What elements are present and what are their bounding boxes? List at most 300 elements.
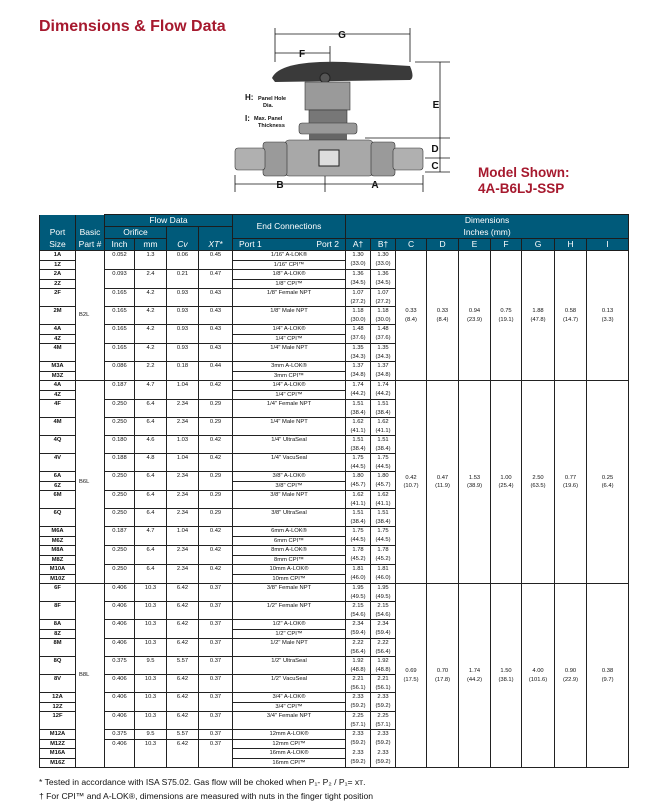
- flow-xt: 0.44: [199, 362, 233, 381]
- dim-mm: (38.1): [498, 676, 514, 683]
- port-size: M6Z: [40, 536, 76, 546]
- flow-mm: 4.2: [135, 325, 167, 344]
- dim-c: [396, 381, 427, 584]
- dim-b: (34.5): [371, 279, 396, 289]
- dim-inch: 0.13: [601, 308, 614, 314]
- port-size: 4Z: [40, 334, 76, 344]
- end-connection: 1/4" Male NPT: [233, 418, 346, 436]
- basic-part: B8L: [76, 584, 105, 768]
- end-connection: 1/4" CPI™: [233, 390, 346, 400]
- dim-mm: (9.7): [601, 676, 614, 683]
- end-connection: 1/4" UltraSeal: [233, 436, 346, 454]
- dim-a: 1.95: [346, 584, 371, 593]
- dim-mm: (6.4): [601, 483, 614, 489]
- port-size: 8Q: [40, 657, 76, 675]
- end-connection: 1/4" CPI™: [233, 334, 346, 344]
- port-size: 4A: [40, 325, 76, 335]
- port-size: 4A: [40, 381, 76, 391]
- dim-b: (34.3): [371, 353, 396, 362]
- dim-h: [555, 381, 587, 584]
- end-connection: 3/4" A-LOK®: [233, 693, 346, 703]
- dim-a: (33.0): [346, 260, 371, 270]
- end-connection: 3/8" UltraSeal: [233, 509, 346, 527]
- end-connection: 1/4" VacuSeal: [233, 454, 346, 472]
- dim-mm: (10.7): [403, 483, 419, 489]
- dim-d: [427, 584, 459, 768]
- end-connection: 8mm CPI™: [233, 555, 346, 565]
- header-blank: [199, 227, 233, 239]
- header-dim-h: H: [555, 239, 587, 251]
- dim-b: 2.25: [371, 712, 396, 721]
- port-size: 1A: [40, 251, 76, 261]
- port-size: 2A: [40, 270, 76, 280]
- port-size: 8Z: [40, 629, 76, 639]
- flow-inch: 0.093: [105, 270, 135, 289]
- footnotes: [39, 775, 373, 803]
- dim-a: (46.0): [346, 574, 371, 584]
- flow-cv: 6.42: [167, 739, 199, 768]
- flow-cv: 2.34: [167, 418, 199, 436]
- dim-f: [491, 584, 522, 768]
- dim-a: 1.62: [346, 418, 371, 427]
- dim-b: 1.75: [371, 454, 396, 463]
- dim-inch: 0.33: [405, 308, 417, 314]
- dim-b: 2.33: [371, 749, 396, 759]
- dim-a: (57.1): [346, 721, 371, 730]
- dim-b: 1.95: [371, 584, 396, 593]
- end-connection: 16mm A-LOK®: [233, 749, 346, 759]
- flow-xt: 0.42: [199, 381, 233, 400]
- flow-inch: 0.406: [105, 739, 135, 768]
- flow-xt: 0.43: [199, 289, 233, 307]
- end-connection: 10mm A-LOK®: [233, 565, 346, 575]
- dim-mm: (101.6): [528, 676, 548, 683]
- header-dim-e: E: [459, 239, 491, 251]
- port-size: 8F: [40, 602, 76, 620]
- dim-h: [555, 584, 587, 768]
- dimensions-flow-table: [39, 214, 629, 768]
- dim-b: 1.37: [371, 362, 396, 372]
- flow-inch: 0.188: [105, 454, 135, 472]
- header-inch: Inch: [105, 239, 135, 251]
- flow-mm: 10.3: [135, 620, 167, 639]
- h-note-key: H:: [245, 93, 254, 102]
- flow-cv: 0.18: [167, 362, 199, 381]
- flow-mm: 9.5: [135, 730, 167, 740]
- dim-inch: 0.75: [500, 308, 512, 314]
- dim-mm: (47.8): [530, 316, 546, 323]
- dim-inch: 0.70: [436, 668, 449, 674]
- dim-inch: 1.00: [500, 474, 512, 481]
- header-basic: Basic: [76, 227, 105, 239]
- table-row: [40, 251, 629, 261]
- dim-mm: (23.9): [466, 316, 483, 323]
- dim-b: 1.30: [371, 251, 396, 261]
- page-title: Dimensions & Flow Data: [39, 18, 226, 35]
- header-dim-f: F: [491, 239, 522, 251]
- port-size: 6Q: [40, 509, 76, 527]
- i-note-2: Thickness: [258, 123, 285, 129]
- dim-b: 1.51: [371, 400, 396, 409]
- dim-a: (34.5): [346, 279, 371, 289]
- dim-a: 1.80: [346, 472, 371, 482]
- flow-xt: 0.37: [199, 584, 233, 602]
- flow-xt: 0.42: [199, 436, 233, 454]
- dim-d: [427, 381, 459, 584]
- flow-cv: 6.42: [167, 584, 199, 602]
- basic-part: B6L: [76, 381, 105, 584]
- port-size: 6A: [40, 472, 76, 482]
- flow-cv: 2.34: [167, 472, 199, 491]
- dim-a: 1.75: [346, 527, 371, 537]
- dim-a: (27.2): [346, 298, 371, 307]
- h-note-2: Dia.: [263, 103, 274, 109]
- end-connection: 1/8" A-LOK®: [233, 270, 346, 280]
- dim-a: 1.18: [346, 307, 371, 316]
- dim-b: (59.4): [371, 629, 396, 639]
- port-size: M8Z: [40, 555, 76, 565]
- port-size: 4M: [40, 418, 76, 436]
- flow-cv: 2.34: [167, 491, 199, 509]
- flow-xt: 0.29: [199, 491, 233, 509]
- flow-mm: 2.4: [135, 270, 167, 289]
- end-connection: 1/16" CPI™: [233, 260, 346, 270]
- dim-a: 2.33: [346, 730, 371, 740]
- dim-inch: 0.69: [405, 668, 417, 674]
- flow-xt: 0.37: [199, 602, 233, 620]
- port-size: 8V: [40, 675, 76, 693]
- dim-mm: (38.9): [466, 483, 483, 489]
- dim-inch: 0.42: [405, 474, 417, 481]
- flow-cv: 2.34: [167, 565, 199, 584]
- dim-b: (37.6): [371, 334, 396, 344]
- dim-a: 1.30: [346, 251, 371, 261]
- dim-b: 1.18: [371, 307, 396, 316]
- flow-xt: 0.43: [199, 344, 233, 362]
- dim-b: 2.15: [371, 602, 396, 611]
- dim-a: (56.1): [346, 684, 371, 693]
- dim-i: [587, 251, 629, 381]
- end-connection: 16mm CPI™: [233, 758, 346, 768]
- dim-b: 1.07: [371, 289, 396, 298]
- dim-b: (34.8): [371, 371, 396, 381]
- port-size: 6Z: [40, 481, 76, 491]
- dim-a: (59.4): [346, 629, 371, 639]
- flow-inch: 0.187: [105, 381, 135, 400]
- dim-b: 1.48: [371, 325, 396, 335]
- flow-cv: 6.42: [167, 693, 199, 712]
- flow-cv: 1.03: [167, 436, 199, 454]
- dim-b: (59.2): [371, 702, 396, 712]
- dim-label-d: D: [431, 144, 439, 155]
- dim-b: (27.2): [371, 298, 396, 307]
- dim-h: [555, 251, 587, 381]
- dim-inch: 2.50: [532, 474, 544, 481]
- port-size: 4Q: [40, 436, 76, 454]
- port-size: 4V: [40, 454, 76, 472]
- model-shown: [478, 165, 570, 197]
- dim-a: (54.6): [346, 611, 371, 620]
- flow-xt: 0.43: [199, 325, 233, 344]
- dim-b: (38.4): [371, 409, 396, 418]
- end-connection: 10mm CPI™: [233, 574, 346, 584]
- flow-cv: 2.34: [167, 509, 199, 527]
- end-connection: 6mm CPI™: [233, 536, 346, 546]
- header-ports: [233, 239, 346, 251]
- dim-f: [491, 381, 522, 584]
- dim-a: (49.5): [346, 593, 371, 602]
- table-row: [40, 381, 629, 391]
- dim-a: (59.2): [346, 758, 371, 768]
- flow-cv: 0.21: [167, 270, 199, 289]
- flow-mm: 9.5: [135, 657, 167, 675]
- header-dim-b: B†: [371, 239, 396, 251]
- dim-b: (45.2): [371, 555, 396, 565]
- dim-i: [587, 584, 629, 768]
- dim-a: (56.4): [346, 648, 371, 657]
- flow-xt: 0.37: [199, 675, 233, 693]
- port-size: M3A: [40, 362, 76, 372]
- port-size: 8M: [40, 639, 76, 657]
- dim-b: (54.6): [371, 611, 396, 620]
- table-body: [40, 251, 629, 768]
- flow-xt: 0.29: [199, 418, 233, 436]
- flow-mm: 6.4: [135, 565, 167, 584]
- flow-mm: 6.4: [135, 546, 167, 565]
- end-connection: 1/8" CPI™: [233, 279, 346, 289]
- flow-xt: 0.42: [199, 565, 233, 584]
- dim-f: [491, 251, 522, 381]
- flow-xt: 0.42: [199, 546, 233, 565]
- header-part: Part #: [76, 239, 105, 251]
- flow-xt: 0.45: [199, 251, 233, 270]
- port-size: M8A: [40, 546, 76, 556]
- h-note: Panel Hole: [258, 96, 287, 102]
- dim-b: (56.1): [371, 684, 396, 693]
- flow-cv: 0.93: [167, 325, 199, 344]
- header-port2: Port 2: [316, 239, 340, 249]
- flow-cv: 0.93: [167, 344, 199, 362]
- dim-b: 1.51: [371, 436, 396, 445]
- flow-inch: 0.165: [105, 289, 135, 307]
- dim-label-b: B: [276, 180, 284, 191]
- header-size: Size: [40, 239, 76, 251]
- end-connection: 3mm A-LOK®: [233, 362, 346, 372]
- dim-mm: (14.7): [562, 316, 579, 323]
- end-connection: 3/8" Male NPT: [233, 491, 346, 509]
- flow-mm: 1.3: [135, 251, 167, 270]
- dim-a: (34.8): [346, 371, 371, 381]
- flow-inch: 0.180: [105, 436, 135, 454]
- flow-mm: 4.6: [135, 436, 167, 454]
- flow-mm: 6.4: [135, 509, 167, 527]
- dim-a: (48.8): [346, 666, 371, 675]
- model-shown-label: Model Shown:: [478, 165, 570, 180]
- end-connection: 1/2" Female NPT: [233, 602, 346, 620]
- flow-xt: 0.29: [199, 472, 233, 491]
- dim-b: 1.62: [371, 491, 396, 500]
- dim-b: (56.4): [371, 648, 396, 657]
- flow-inch: 0.086: [105, 362, 135, 381]
- port-size: 4M: [40, 344, 76, 362]
- header-dimensions: Dimensions: [346, 215, 629, 227]
- port-size: 4F: [40, 400, 76, 418]
- flow-cv: 6.42: [167, 620, 199, 639]
- dim-b: (41.1): [371, 427, 396, 436]
- dim-b: 1.51: [371, 509, 396, 518]
- dim-a: 1.75: [346, 454, 371, 463]
- header-dim-c: C: [396, 239, 427, 251]
- end-connection: 1/2" UltraSeal: [233, 657, 346, 675]
- flow-inch: 0.406: [105, 693, 135, 712]
- dim-mm: (25.4): [498, 483, 514, 489]
- dim-a: (44.5): [346, 463, 371, 472]
- dim-inch: 0.94: [468, 308, 481, 314]
- port-size: M16Z: [40, 758, 76, 768]
- end-connection: 1/8" Female NPT: [233, 289, 346, 307]
- dim-a: 1.81: [346, 565, 371, 575]
- header-dim-i: I: [587, 239, 629, 251]
- end-connection: 1/8" Male NPT: [233, 307, 346, 325]
- flow-mm: 6.4: [135, 491, 167, 509]
- port-size: 8A: [40, 620, 76, 630]
- flow-mm: 4.8: [135, 454, 167, 472]
- port-size: 4Z: [40, 390, 76, 400]
- end-connection: 1/4" A-LOK®: [233, 381, 346, 391]
- port-size: 2F: [40, 289, 76, 307]
- dim-a: (59.2): [346, 739, 371, 749]
- port-size: M10Z: [40, 574, 76, 584]
- flow-mm: 10.3: [135, 639, 167, 657]
- flow-cv: 1.04: [167, 454, 199, 472]
- i-note-key: I:: [245, 114, 250, 123]
- dim-a: 1.74: [346, 381, 371, 391]
- flow-inch: 0.250: [105, 418, 135, 436]
- dim-a: 2.22: [346, 639, 371, 648]
- port-size: 6F: [40, 584, 76, 602]
- dim-g: [522, 251, 555, 381]
- header-orifice: Orifice: [105, 227, 167, 239]
- flow-inch: 0.406: [105, 620, 135, 639]
- flow-inch: 0.406: [105, 584, 135, 602]
- header-mm: mm: [135, 239, 167, 251]
- dim-label-c: C: [431, 161, 439, 172]
- dim-a: (34.3): [346, 353, 371, 362]
- dim-a: (38.4): [346, 518, 371, 527]
- dim-inch: 1.50: [500, 668, 512, 674]
- dim-a: 1.48: [346, 325, 371, 335]
- dim-a: 1.36: [346, 270, 371, 280]
- port-size: 2Z: [40, 279, 76, 289]
- flow-cv: 1.04: [167, 381, 199, 400]
- end-connection: 8mm A-LOK®: [233, 546, 346, 556]
- dim-a: (59.2): [346, 702, 371, 712]
- dim-b: (45.7): [371, 481, 396, 491]
- dim-b: (48.8): [371, 666, 396, 675]
- flow-inch: 0.406: [105, 639, 135, 657]
- flow-inch: 0.406: [105, 675, 135, 693]
- dim-a: 1.51: [346, 400, 371, 409]
- dim-b: 2.21: [371, 675, 396, 684]
- dim-inch: 0.38: [601, 668, 614, 674]
- header-end-connections: End Connections: [233, 215, 346, 239]
- dim-b: 1.35: [371, 344, 396, 353]
- flow-mm: 4.2: [135, 344, 167, 362]
- dim-a: (44.5): [346, 536, 371, 546]
- port-size: M12A: [40, 730, 76, 740]
- flow-mm: 4.7: [135, 381, 167, 400]
- flow-cv: 5.57: [167, 657, 199, 675]
- flow-xt: 0.47: [199, 270, 233, 289]
- flow-cv: 6.42: [167, 639, 199, 657]
- dim-i: [587, 381, 629, 584]
- header-cv: Cv: [167, 239, 199, 251]
- dim-b: (33.0): [371, 260, 396, 270]
- flow-xt: 0.37: [199, 712, 233, 730]
- header-blank: [76, 215, 105, 227]
- dim-a: (41.1): [346, 500, 371, 509]
- end-connection: 1/2" A-LOK®: [233, 620, 346, 630]
- end-connection: 1/2" CPI™: [233, 629, 346, 639]
- dim-b: 1.75: [371, 527, 396, 537]
- end-connection: 3/8" A-LOK®: [233, 472, 346, 482]
- flow-mm: 6.4: [135, 472, 167, 491]
- dim-mm: (8.4): [405, 316, 417, 323]
- port-size: 6M: [40, 491, 76, 509]
- dim-inch: 0.77: [564, 474, 577, 481]
- flow-cv: 6.42: [167, 712, 199, 730]
- i-note: Max. Panel: [254, 116, 283, 122]
- dim-b: 2.33: [371, 693, 396, 703]
- header-xt: XT*: [199, 239, 233, 251]
- flow-inch: 0.250: [105, 509, 135, 527]
- dim-b: (49.5): [371, 593, 396, 602]
- flow-xt: 0.42: [199, 527, 233, 546]
- model-shown-number: 4A-B6LJ-SSP: [478, 181, 565, 196]
- flow-inch: 0.165: [105, 344, 135, 362]
- flow-inch: 0.250: [105, 472, 135, 491]
- dim-b: 1.78: [371, 546, 396, 556]
- dim-inch: 1.53: [468, 474, 481, 481]
- flow-mm: 10.3: [135, 675, 167, 693]
- port-size: M6A: [40, 527, 76, 537]
- dim-inch: 0.58: [564, 308, 577, 314]
- flow-mm: 2.2: [135, 362, 167, 381]
- flow-cv: 2.34: [167, 400, 199, 418]
- flow-mm: 6.4: [135, 400, 167, 418]
- end-connection: 3mm CPI™: [233, 371, 346, 381]
- flow-inch: 0.250: [105, 565, 135, 584]
- dim-a: 1.51: [346, 509, 371, 518]
- dim-a: (38.4): [346, 409, 371, 418]
- flow-mm: 6.4: [135, 418, 167, 436]
- dim-label-a: A: [371, 180, 379, 191]
- dim-a: 2.21: [346, 675, 371, 684]
- dim-a: 2.33: [346, 693, 371, 703]
- dim-b: (41.1): [371, 500, 396, 509]
- dim-a: 2.34: [346, 620, 371, 630]
- flow-cv: 1.04: [167, 527, 199, 546]
- flow-cv: 0.06: [167, 251, 199, 270]
- dim-e: [459, 381, 491, 584]
- dim-a: (45.7): [346, 481, 371, 491]
- end-connection: 1/2" VacuSeal: [233, 675, 346, 693]
- dim-b: (30.0): [371, 316, 396, 325]
- flow-inch: 0.187: [105, 527, 135, 546]
- flow-xt: 0.37: [199, 657, 233, 675]
- dim-label-e: E: [432, 100, 440, 111]
- dim-g: [522, 584, 555, 768]
